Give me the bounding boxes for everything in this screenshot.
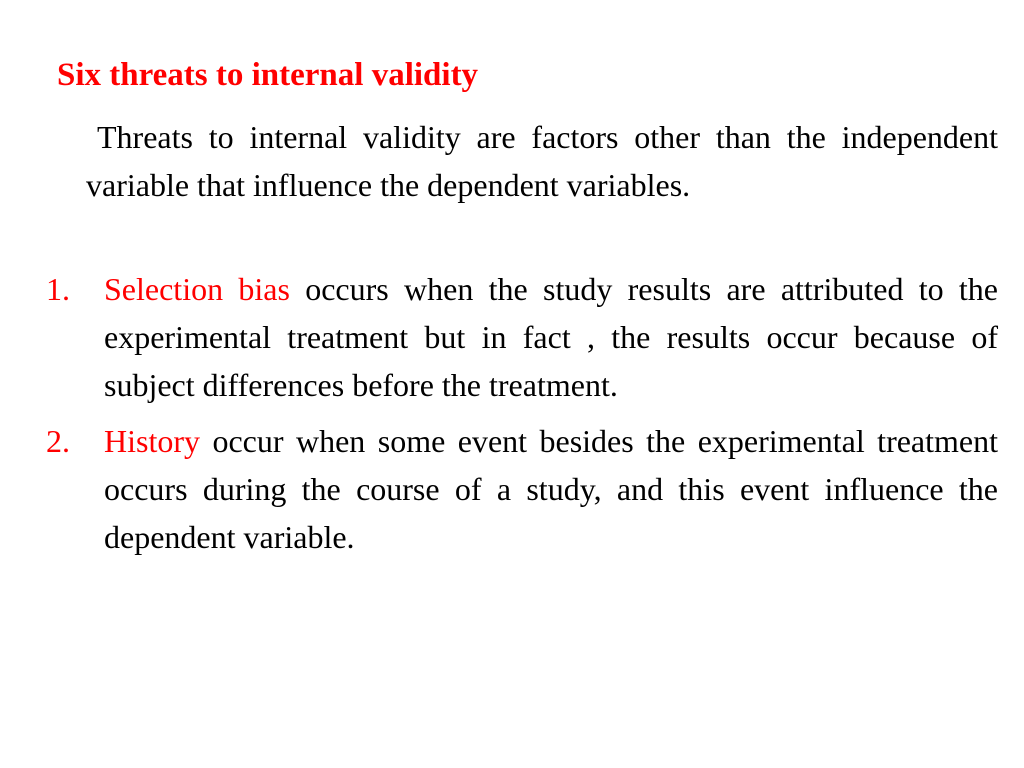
list-item-number: 1.	[46, 271, 70, 307]
list-item-number: 2.	[46, 423, 70, 459]
list-item-text: occurs when the study results are attributed to the experimental treatment but in fact , the results occur because of subject differences before the treatment.	[104, 271, 999, 403]
list-item-history	[46, 417, 998, 561]
intro-paragraph: Threats to internal validity are factors other than the independent variable that influence the dependent variables.	[86, 119, 998, 203]
list-item-term: Selection bias	[104, 271, 290, 307]
list-item-selection-bias	[46, 265, 999, 409]
list-item-text: occur when some event besides the experimental treatment occurs during the course of a study, and this event influence the dependent variable.	[104, 423, 998, 555]
slide-title: Six threats to internal validity	[57, 57, 479, 93]
list-item-term: History	[104, 423, 200, 459]
threats-list	[46, 265, 999, 561]
